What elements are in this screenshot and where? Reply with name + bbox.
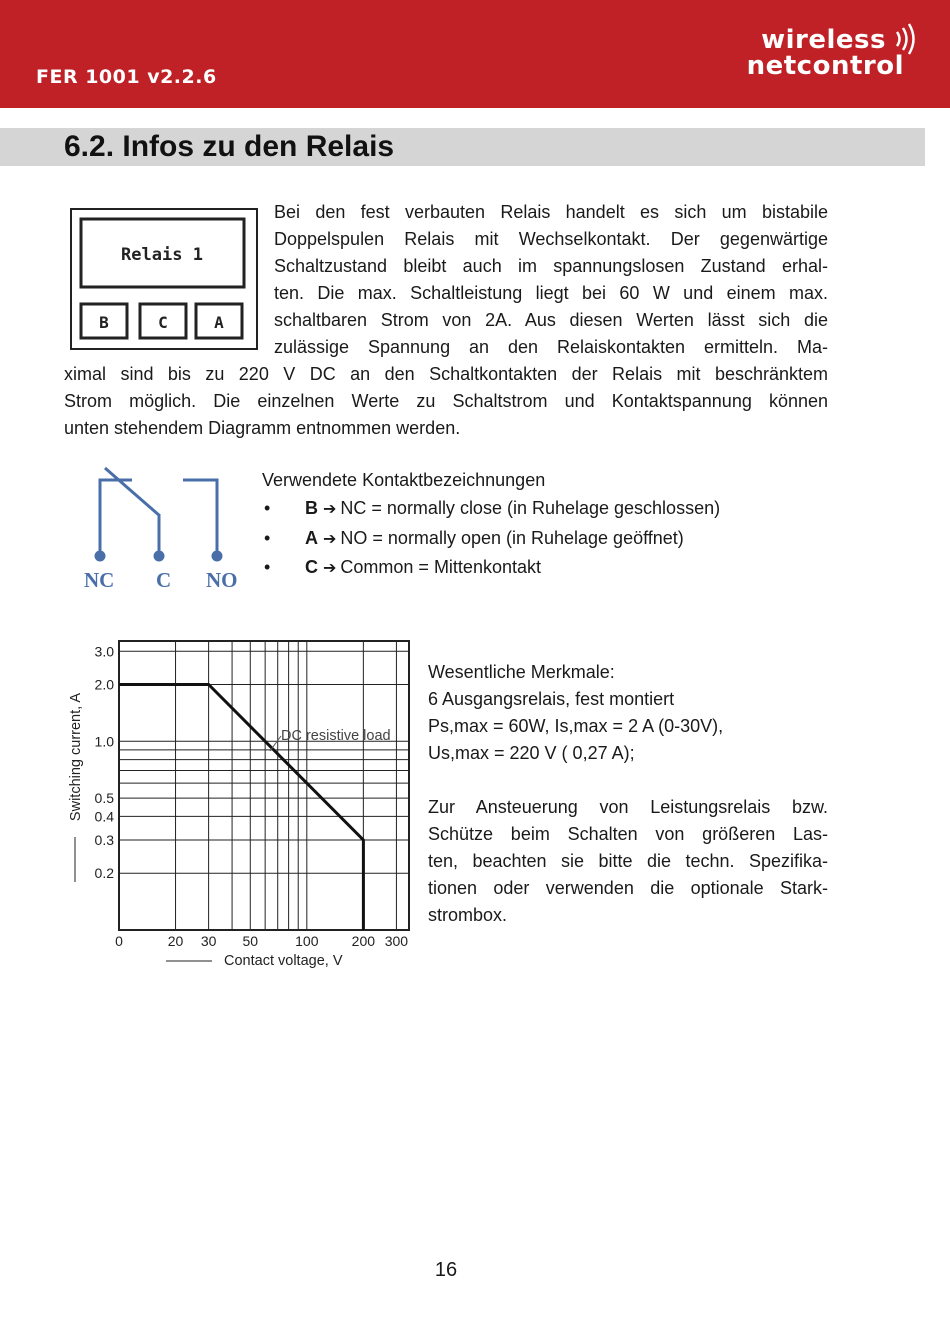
intro-line: Bei den fest verbauten Relais handelt es sich um bistabile xyxy=(274,202,828,222)
note-line: ten, beachten sie bitte die techn. Spezifika- xyxy=(428,851,828,871)
x-tick-label: 0 xyxy=(115,933,123,949)
bullet-icon: • xyxy=(264,527,271,548)
list-item xyxy=(262,494,720,524)
intro-line: ximal sind bis zu 220 V DC an den Schaltkontakten der Relais mit beschränktem xyxy=(64,364,828,384)
y-tick-label: 0.5 xyxy=(94,790,114,807)
legend-heading: Verwendete Kontaktbezeichnungen xyxy=(262,470,546,490)
features-block xyxy=(428,659,828,929)
section-title: 6.2. Infos zu den Relais xyxy=(64,130,395,163)
legend-list xyxy=(262,494,720,583)
intro-line: schaltbaren Strom von 2A. Aus diesen Werten lässt sich die xyxy=(274,310,828,330)
x-tick-labels xyxy=(115,933,408,949)
legend-text: NC = normally close (in Ruhelage geschlossen) xyxy=(340,498,721,518)
y-tick-labels xyxy=(95,643,115,881)
switching-current-chart xyxy=(62,632,412,974)
legend-text: Common = Mittenkontakt xyxy=(340,557,541,577)
intro-line: unten stehendem Diagramm entnommen werden. xyxy=(64,418,461,438)
legend-key: A xyxy=(305,527,318,548)
series-label: DC resistive load xyxy=(281,728,391,744)
feature-line: 6 Ausgangsrelais, fest montiert xyxy=(428,689,675,709)
y-tick-label: 0.3 xyxy=(94,831,114,848)
note-line: Zur Ansteuerung von Leistungsrelais bzw. xyxy=(428,797,828,817)
y-tick-label: 2.0 xyxy=(94,676,114,693)
relais-box-illustration xyxy=(70,208,258,350)
list-item xyxy=(262,524,720,554)
x-tick-label: 200 xyxy=(351,933,376,949)
y-tick-label: 0.2 xyxy=(94,865,114,882)
legend-text: NO = normally open (in Ruhelage geöffnet) xyxy=(340,527,684,548)
x-tick-label: 100 xyxy=(295,933,319,949)
feature-line: Us,max = 220 V ( 0,27 A); xyxy=(428,743,635,763)
logo-line-1: wireless xyxy=(761,25,886,55)
arrow-right-icon: ➔ xyxy=(323,499,337,518)
y-tick-label: 1.0 xyxy=(94,733,114,750)
features-heading: Wesentliche Merkmale: xyxy=(428,662,615,682)
note-line: Schütze beim Schalten von größeren Las- xyxy=(428,824,828,844)
arrow-right-icon: ➔ xyxy=(323,558,337,577)
intro-line: ten. Die max. Schaltleistung liegt bei 60 W und einem max. xyxy=(274,283,828,303)
wireless-netcontrol-logo xyxy=(746,18,928,84)
nc-label: NC xyxy=(84,568,115,592)
wireless-waves-icon xyxy=(894,22,916,56)
logo-line-2: netcontrol xyxy=(746,51,904,81)
y-tick-label: 3.0 xyxy=(94,643,114,660)
x-tick-label: 20 xyxy=(167,933,184,949)
page-header xyxy=(0,0,950,108)
terminal-a-label: A xyxy=(214,313,224,332)
x-tick-label: 300 xyxy=(384,933,409,949)
legend-key: C xyxy=(305,557,318,577)
intro-paragraph-full xyxy=(64,361,828,442)
intro-line: Strom möglich. Die einzelnen Werte zu Schaltstrom und Kontaktspannung können xyxy=(64,391,828,411)
intro-paragraph-wrapped xyxy=(274,199,828,361)
bullet-icon: • xyxy=(264,498,271,518)
x-axis-label: Contact voltage, V xyxy=(224,953,343,969)
x-tick-label: 50 xyxy=(242,933,259,949)
no-label: NO xyxy=(206,568,238,592)
legend-key: B xyxy=(305,498,318,518)
y-tick-label: 0.4 xyxy=(94,808,114,825)
c-label: C xyxy=(156,568,172,592)
relais-label: Relais 1 xyxy=(121,245,203,265)
series-callout-line xyxy=(270,736,281,751)
bullet-icon: • xyxy=(264,557,271,577)
x-tick-label: 30 xyxy=(200,933,217,949)
page-number: 16 xyxy=(434,1259,458,1281)
note-line: strombox. xyxy=(428,905,508,925)
list-item xyxy=(262,553,720,583)
y-axis-label: Switching current, A xyxy=(68,692,84,822)
intro-line: Schaltzustand bleibt auch im spannungslosen Zustand erhal- xyxy=(274,256,828,276)
feature-line: Ps,max = 60W, Is,max = 2 A (0-30V), xyxy=(428,716,724,736)
intro-line: zulässige Spannung an den Relaiskontakten ermitteln. Ma- xyxy=(274,337,828,357)
terminal-b-label: B xyxy=(99,313,109,332)
document-id: FER 1001 v2.2.6 xyxy=(36,66,217,88)
arrow-right-icon: ➔ xyxy=(323,528,337,548)
series-line-dc-resistive-load xyxy=(119,685,363,931)
intro-line: Doppelspulen Relais mit Wechselkontakt. Der gegenwärtige xyxy=(274,229,828,249)
note-line: tionen oder verwenden die optionale Stark- xyxy=(428,878,828,898)
terminal-c-label: C xyxy=(158,313,168,332)
